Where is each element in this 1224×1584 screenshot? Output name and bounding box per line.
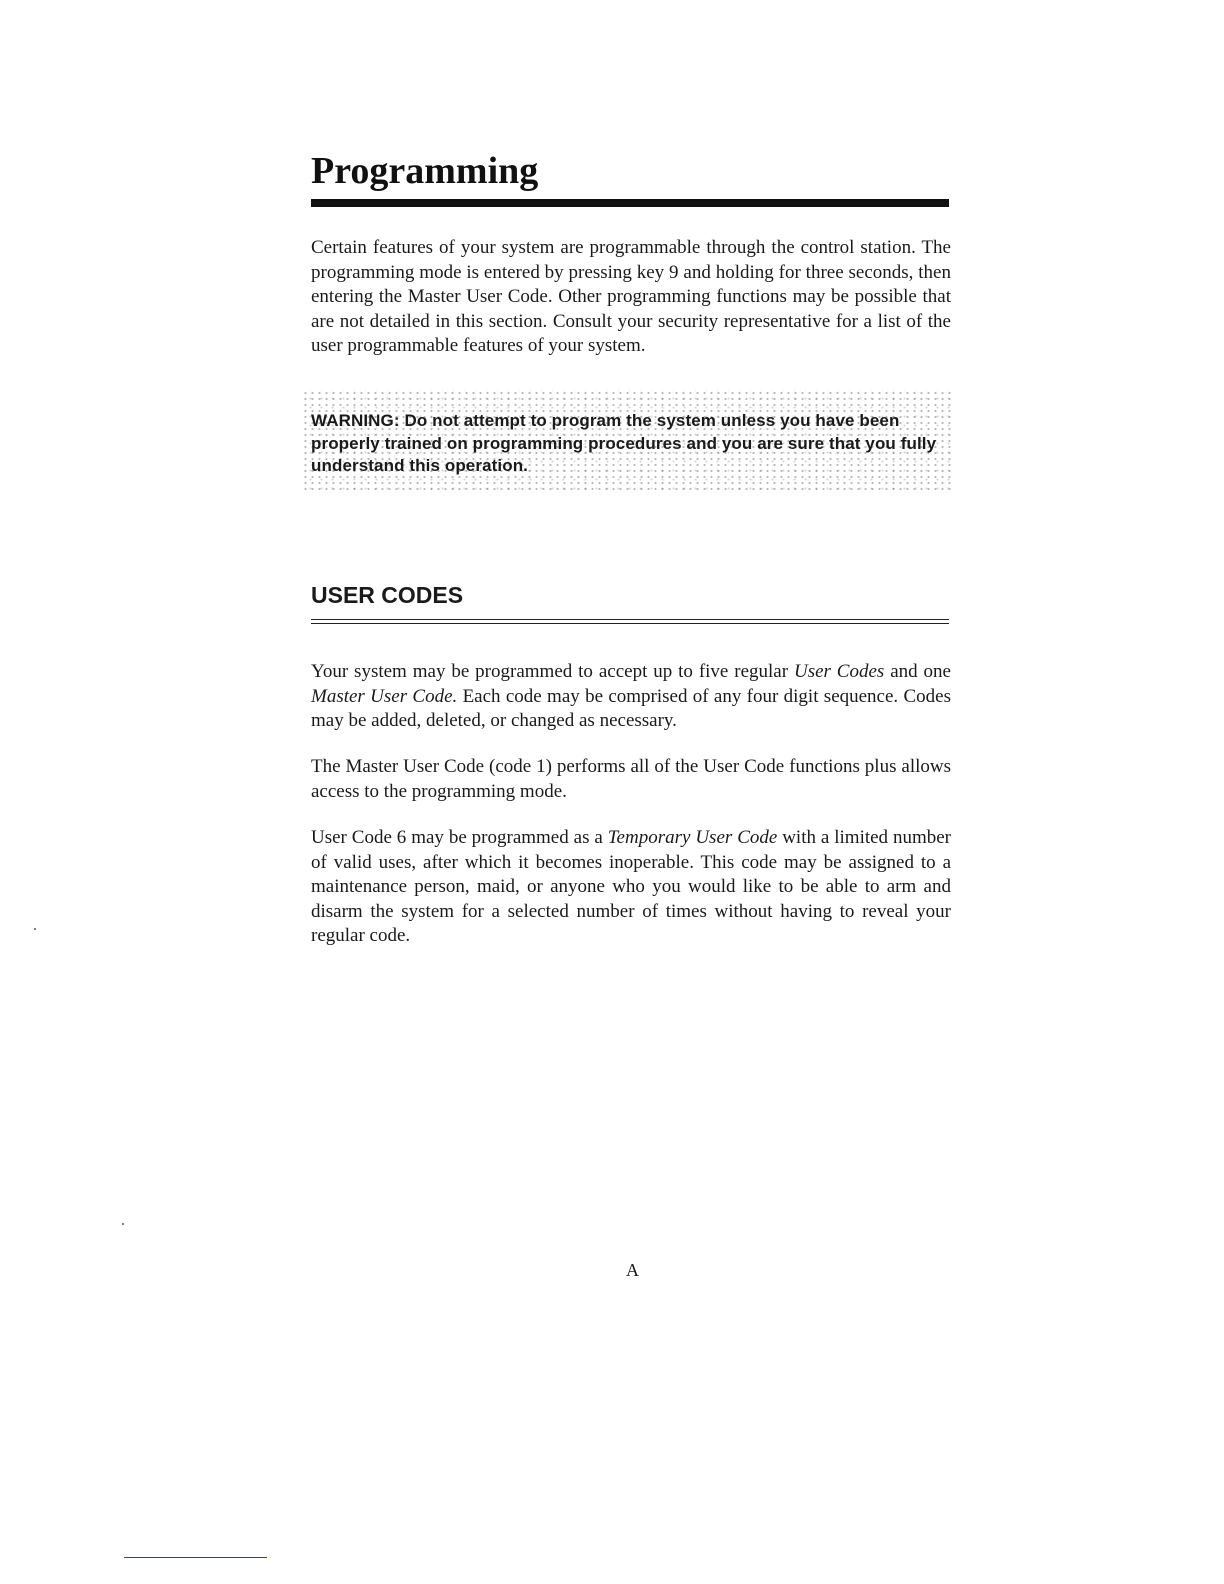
- uc1-text-1: Your system may be programmed to accept up to five regular: [311, 661, 794, 682]
- page-number: A: [626, 1260, 639, 1280]
- scan-speck: [122, 1223, 124, 1225]
- uc1-text-3: Each code may be comprised of any four digit sequence. Codes may be added, deleted, or changed as necessary.: [311, 685, 951, 731]
- section-heading-user-codes: USER CODES: [311, 582, 464, 608]
- warning-text: Do not attempt to program the system unless you have been properly trained on programming procedures and you are sure that you fully understand this operation.: [311, 411, 937, 475]
- user-codes-paragraph-1: [311, 660, 951, 734]
- title-underline: [311, 199, 949, 207]
- uc3-text-1: User Code 6 may be programmed as a: [311, 827, 608, 848]
- user-codes-paragraph-2: The Master User Code (code 1) performs all of the User Code functions plus allows access to the programming mode.: [311, 756, 951, 802]
- uc1-italic-master-user-code: Master User Code.: [311, 685, 458, 707]
- uc3-text-2: with a limited number of valid uses, after which it becomes inoperable. This code may be assigned to a maintenance person, maid, or anyone who you would like to be able to arm and disarm the system for a selected number of times without having to reveal your regular code.: [311, 827, 952, 946]
- intro-paragraph: Certain features of your system are programmable through the control station. The programming mode is entered by pressing key 9 and holding for three seconds, then entering the Master User Code. Other programming functions may be possible that are not detailed in this section. Consult your security representative for a list of the user programmable features of your system.: [311, 237, 951, 356]
- uc1-text-2: and one: [884, 661, 951, 682]
- uc1-italic-user-codes: User Codes: [793, 661, 885, 682]
- warning-notice: [311, 410, 951, 478]
- scan-speck: [34, 928, 36, 930]
- uc3-italic-temporary-user-code: Temporary User Code: [607, 827, 778, 848]
- page-title: Programming: [311, 150, 539, 192]
- footnote-rule: [124, 1557, 267, 1558]
- user-codes-paragraph-3: [311, 826, 951, 949]
- warning-label: WARNING:: [311, 411, 400, 430]
- section-underline: [311, 619, 949, 624]
